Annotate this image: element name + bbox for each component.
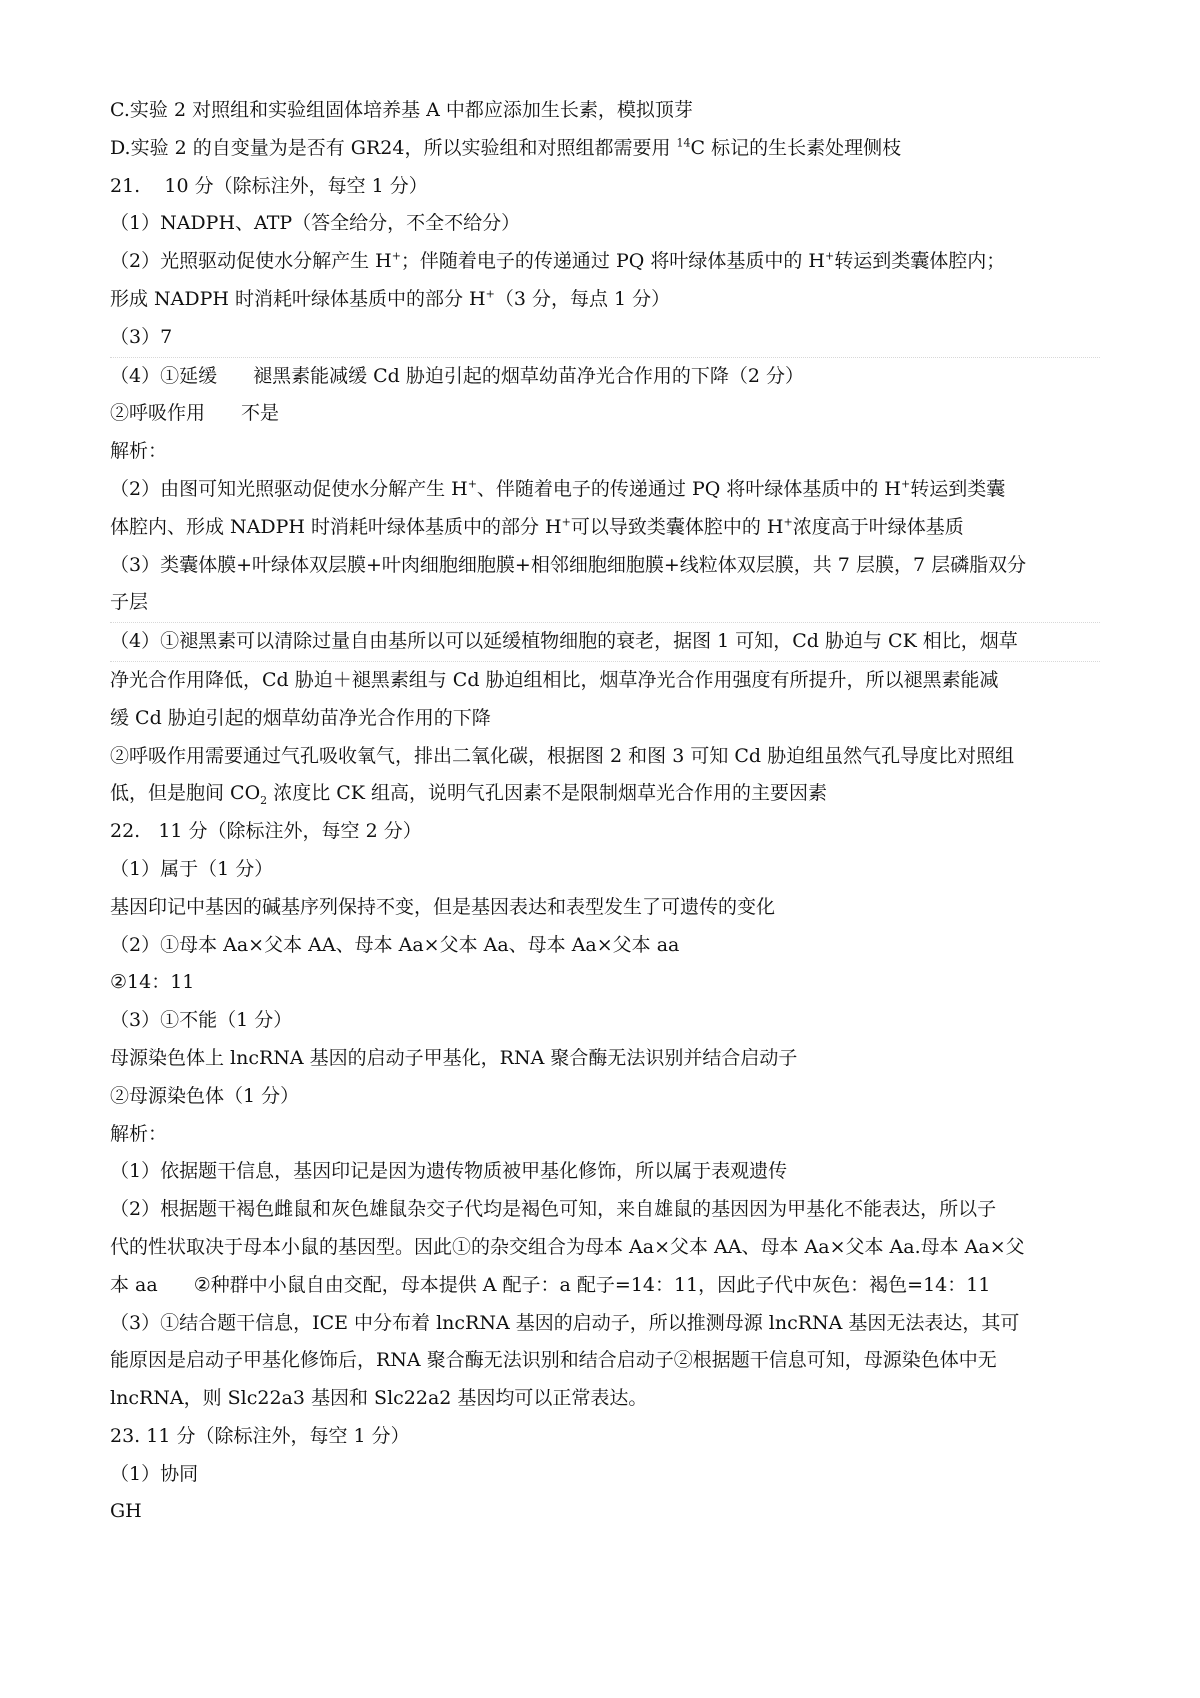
analysis-heading: 解析： [110, 440, 168, 463]
superscript: + [824, 249, 835, 263]
text-segment: （2）由图可知光照驱动促使水分解产生 H [110, 477, 468, 500]
analysis-21-4-line-3: 缓 Cd 胁迫引起的烟草幼苗净光合作用的下降 [110, 706, 491, 729]
analysis-22-1: （1）依据题干信息，基因印记是因为遗传物质被甲基化修饰，所以属于表观遗传 [110, 1160, 788, 1183]
text-segment: 本 aa [110, 1273, 158, 1296]
answer-23-1: （1）协同 [110, 1462, 199, 1485]
superscript: + [561, 515, 571, 529]
text-segment: （4）①延缓 [110, 364, 218, 387]
text-segment: 浓度高于叶绿体基质 [792, 515, 964, 538]
analysis-21-4-line-2: 净光合作用降低，Cd 胁迫＋褪黑素组与 Cd 胁迫组相比，烟草净光合作用强度有所提升，所以褪黑素能减 [110, 661, 1100, 700]
superscript: + [485, 287, 495, 301]
text-segment: 可以导致类囊体腔中的 H [570, 515, 784, 538]
answer-21-2-line-2 [110, 281, 1100, 319]
option-c-line: C.实验 2 对照组和实验组固体培养基 A 中都应添加生长素，模拟顶芽 [110, 99, 693, 121]
text-segment: ②呼吸作用 [110, 402, 206, 425]
analysis-21-4-line-5 [110, 775, 1100, 813]
text-segment: 低，但是胞间 CO [110, 782, 261, 805]
text-segment: ②种群中小鼠自由交配，母本提供 A 配子：a 配子=14：11，因此子代中灰色：褐色=14：11 [193, 1273, 991, 1296]
text-segment: 、伴随着电子的传递通过 PQ 将叶绿体基质中的 H [476, 477, 901, 500]
text-segment: 褪黑素能减缓 Cd 胁迫引起的烟草幼苗净光合作用的下降（2 分） [253, 364, 805, 387]
text-segment: ；伴随着电子的传递通过 PQ 将叶绿体基质中的 H [400, 250, 825, 273]
answer-21-1: （1）NADPH、ATP（答全给分，不全不给分） [110, 212, 521, 235]
analysis-21-2-line-2 [110, 509, 1100, 547]
superscript: 14 [676, 136, 691, 150]
answer-21-4-line-2 [110, 395, 1100, 433]
analysis-22-3-line-2: 能原因是启动子甲基化修饰后，RNA 聚合酶无法识别和结合启动子②根据题干信息可知，母源染色体中无 [110, 1349, 997, 1372]
text-segment: C 标记的生长素处理侧枝 [690, 136, 902, 159]
answer-22-3-explanation: 母源染色体上 lncRNA 基因的启动子甲基化，RNA 聚合酶无法识别并结合启动子 [110, 1046, 798, 1069]
text-segment: 转运到类囊 [910, 477, 1006, 500]
answer-22-1: （1）属于（1 分） [110, 857, 274, 880]
superscript: + [900, 477, 911, 491]
option-d-line [110, 130, 1100, 168]
superscript: + [783, 515, 793, 529]
text-segment: 浓度比 CK 组高，说明气孔因素不是限制烟草光合作用的主要因素 [267, 782, 828, 805]
analysis-21-3-line-2: 子层 [110, 591, 149, 614]
analysis-heading: 解析： [110, 1122, 168, 1145]
superscript: + [467, 477, 477, 491]
answer-22-2-1: （2）①母本 Aa×父本 AA、母本 Aa×父本 Aa、母本 Aa×父本 aa [110, 933, 680, 956]
answer-21-3: （3）7 [110, 325, 173, 348]
analysis-21-2-line-1 [110, 471, 1100, 509]
analysis-21-3-line-1: （3）类囊体膜+叶绿体双层膜+叶肉细胞细胞膜+相邻细胞细胞膜+线粒体双层膜，共 7 层膜，7 层磷脂双分 [110, 553, 1027, 576]
answer-22-3-2: ②母源染色体（1 分） [110, 1084, 300, 1107]
answer-21-4-line-1 [110, 357, 1100, 396]
analysis-22-3-line-3: lncRNA，则 Slc22a3 基因和 Slc22a2 基因均可以正常表达。 [110, 1387, 648, 1410]
text-segment: 转运到类囊体腔内； [834, 250, 1006, 273]
analysis-21-4-line-1: （4）①褪黑素可以清除过量自由基所以可以延缓植物细胞的衰老，据图 1 可知，Cd 胁迫与 CK 相比，烟草 [110, 622, 1100, 661]
answer-21-2-line-1 [110, 243, 1100, 281]
analysis-21-4-line-4: ②呼吸作用需要通过气孔吸收氧气，排出二氧化碳，根据图 2 和图 3 可知 Cd 胁迫组虽然气孔导度比对照组 [110, 744, 1015, 767]
question-21-heading: 21. 10 分（除标注外，每空 1 分） [110, 174, 428, 197]
answer-22-3-1: （3）①不能（1 分） [110, 1009, 293, 1032]
analysis-22-3-line-1: （3）①结合题干信息，ICE 中分布着 lncRNA 基因的启动子，所以推测母源 lncRNA 基因无法表达，其可 [110, 1311, 1020, 1334]
superscript: + [391, 249, 401, 263]
answer-22-1-explanation: 基因印记中基因的碱基序列保持不变，但是基因表达和表型发生了可遗传的变化 [110, 895, 776, 918]
text-segment: （2）光照驱动促使水分解产生 H [110, 250, 392, 273]
answer-23-1-gh: GH [110, 1500, 142, 1523]
question-23-heading: 23. 11 分（除标注外，每空 1 分） [110, 1424, 410, 1447]
text-segment: 形成 NADPH 时消耗叶绿体基质中的部分 H [110, 287, 486, 310]
subscript: 2 [260, 794, 268, 808]
text-segment: 体腔内、形成 NADPH 时消耗叶绿体基质中的部分 H [110, 515, 562, 538]
text-segment: （3 分，每点 1 分） [494, 287, 671, 310]
question-22-heading: 22. 11 分（除标注外，每空 2 分） [110, 820, 422, 843]
analysis-22-2-line-1: （2）根据题干褐色雌鼠和灰色雄鼠杂交子代均是褐色可知，来自雄鼠的基因因为甲基化不能表达，所以子 [110, 1198, 997, 1221]
text-segment: D.实验 2 的自变量为是否有 GR24，所以实验组和对照组都需要用 [110, 136, 677, 159]
answer-22-2-2: ②14：11 [110, 971, 195, 994]
analysis-22-2-line-3 [110, 1267, 1100, 1305]
text-segment: 不是 [241, 402, 280, 425]
analysis-22-2-line-2: 代的性状取决于母本小鼠的基因型。因此①的杂交组合为母本 Aa×父本 AA、母本 Aa×父本 Aa.母本 Aa×父 [110, 1235, 1025, 1258]
